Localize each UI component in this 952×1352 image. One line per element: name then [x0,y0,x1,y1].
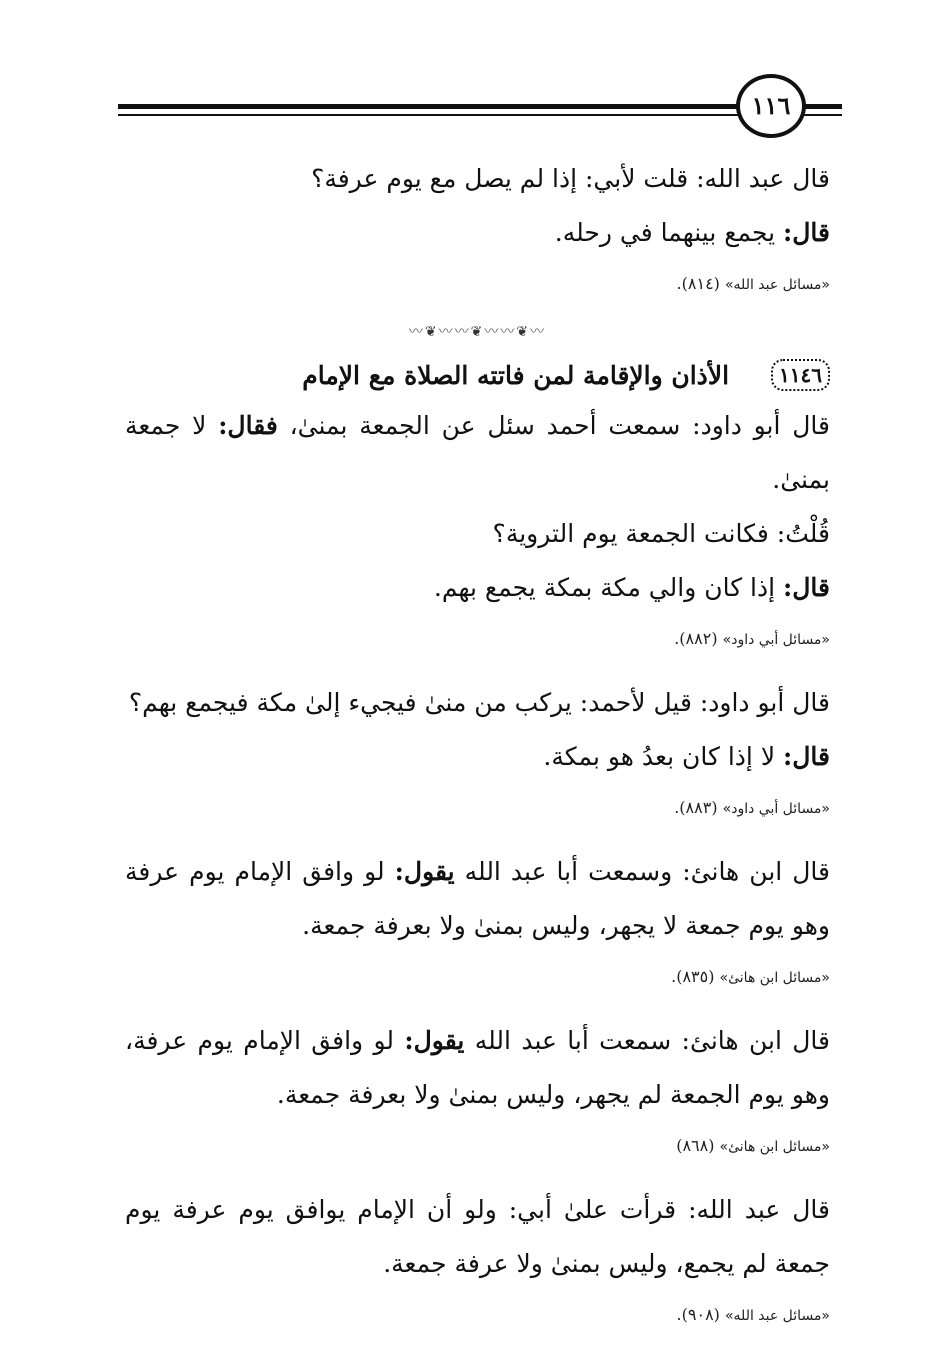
source-citation [125,1136,830,1157]
paragraph-text: لو وافق الإمام يوم عرفة وهو يوم جمعة لا يجهر، وليس بمنىٰ ولا بعرفة جمعة. [125,857,830,940]
section-divider-ornament: 〰❦〰〰❦〰〰❦〰 [408,324,547,340]
citation-number: (٨٨٣). [674,798,723,817]
paragraph-text: يجمع بينهما في رحله. [554,218,784,247]
citation-source: «مسائل عبد الله» [724,277,830,293]
paragraph-text: قال عبد الله: قرأت علىٰ أبي: ولو أن الإمام يوافق يوم عرفة يوم جمعة لم يجمع، وليس بمنىٰ ولا عرفة جمعة. [125,1195,830,1278]
paragraph [125,1183,830,1291]
source-citation [125,274,830,295]
citation-number: (٨٦٨) [676,1136,720,1155]
header-rule-right-thick [802,104,842,109]
speaker-label: قال: [783,573,830,602]
section-number-badge: ١١٤٦ [771,359,830,391]
citation-number: (٩٠٨). [676,1305,725,1324]
source-citation [125,1305,830,1326]
paragraph [125,730,830,784]
paragraph [125,399,830,507]
speaker-label: يقول: [394,857,455,886]
paragraph [125,507,830,561]
speaker-label: قال: [783,742,830,771]
page-header [118,74,842,138]
page-body [125,152,830,1352]
speaker-label: قال: [783,218,830,247]
paragraph [125,206,830,260]
paragraph-text: إذا كان والي مكة بمكة يجمع بهم. [433,573,784,602]
citation-source: «مسائل أبي داود» [722,632,830,648]
citation-number: (٨٨٢). [674,629,723,648]
section-heading [125,359,830,391]
paragraph-text: قال أبو داود: قيل لأحمد: يركب من منىٰ فيجيء إلىٰ مكة فيجمع بهم؟ [128,688,830,717]
section-title: الأذان والإقامة لمن فاتته الصلاة مع الإمام [302,360,730,390]
paragraph-text: قال عبد الله: قلت لأبي: إذا لم يصل مع يوم عرفة؟ [311,164,830,193]
paragraph-text: قال ابن هانئ: سمعت أبا عبد الله [464,1026,830,1055]
paragraph-text: لا جمعة بمنىٰ. [125,411,830,494]
speaker-label: يقول: [404,1026,465,1055]
citation-number: (٨٣٥). [671,967,720,986]
header-rule-right-thin [802,114,842,116]
citation-source: «مسائل عبد الله» [724,1308,830,1324]
paragraph-text: لو وافق الإمام يوم عرفة، وهو يوم الجمعة لم يجهر، وليس بمنىٰ ولا بعرفة جمعة. [125,1026,830,1109]
speaker-label: فقال: [218,411,278,440]
citation-source: «مسائل أبي داود» [722,801,830,817]
source-citation [125,798,830,819]
paragraph-text: قال ابن هانئ: وسمعت أبا عبد الله [454,857,830,886]
citation-number: (٨١٤). [676,274,725,293]
source-citation [125,629,830,650]
paragraph [125,1014,830,1122]
paragraph-text: قُلْتُ: فكانت الجمعة يوم التروية؟ [492,519,830,548]
header-rule-thin [118,114,742,116]
paragraph [125,676,830,730]
citation-source: «مسائل ابن هانئ» [719,970,830,986]
paragraph [125,561,830,615]
paragraph-text: قال أبو داود: سمعت أحمد سئل عن الجمعة بمنىٰ، [277,411,830,440]
paragraph [125,152,830,206]
paragraph-text: لا إذا كان بعدُ هو بمكة. [543,742,784,771]
paragraph [125,845,830,953]
source-citation [125,967,830,988]
header-rule-thick [118,104,742,109]
page-number: ١١٦ [736,74,806,138]
citation-source: «مسائل ابن هانئ» [719,1139,830,1155]
